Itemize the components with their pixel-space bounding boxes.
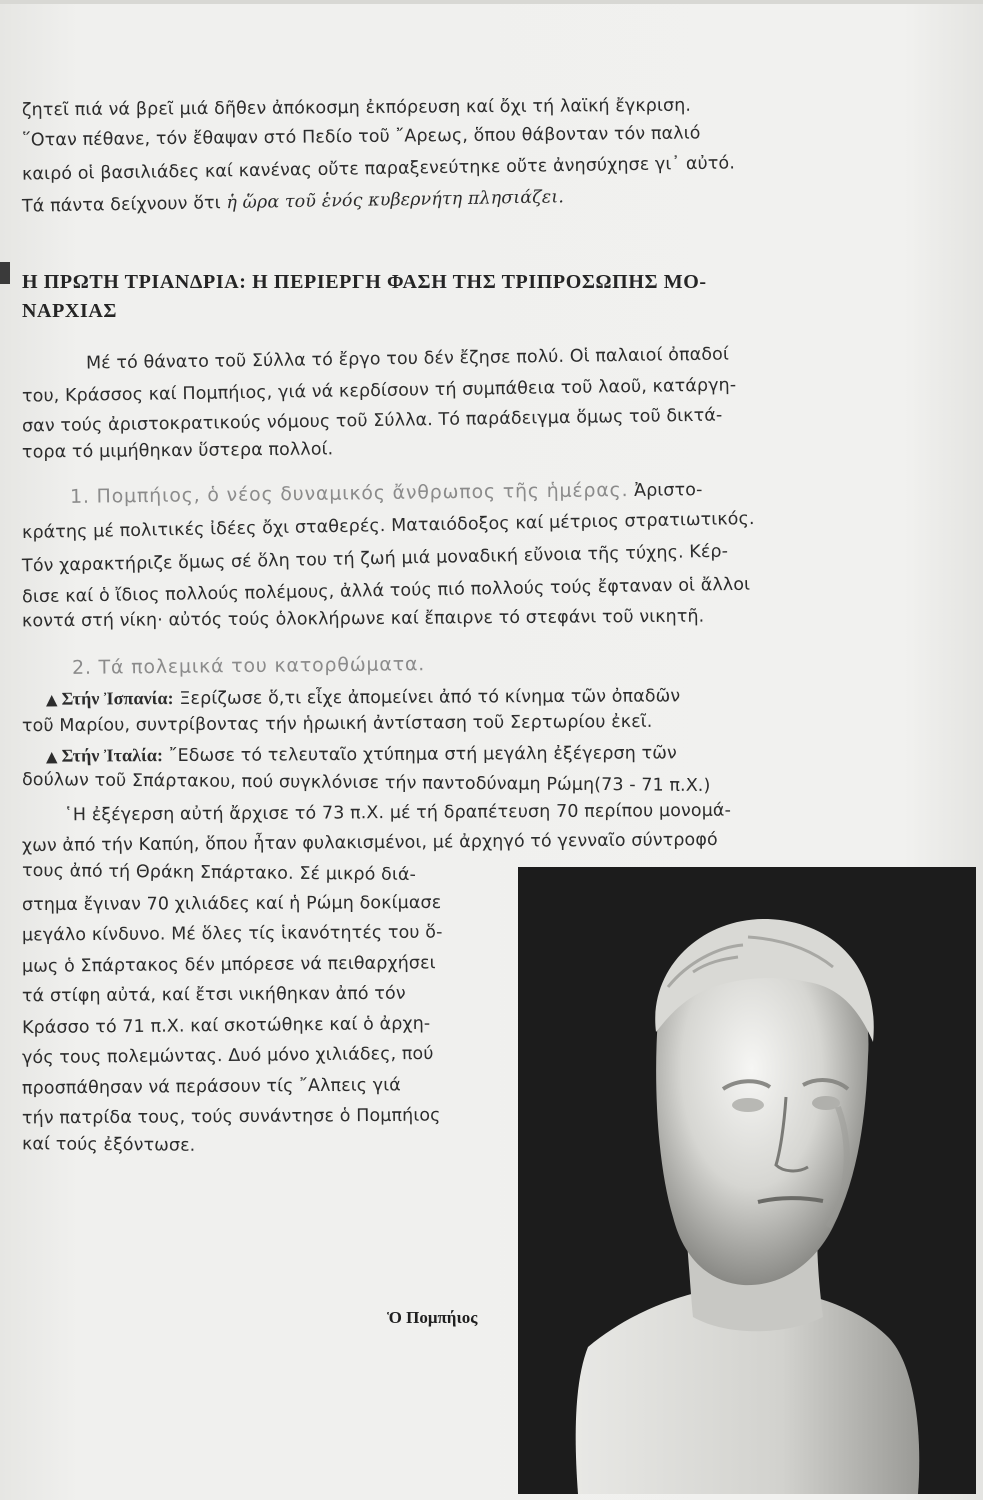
- para1-line-4: τορα τό μιμήθηκαν ὕστερα πολλοί.: [21, 439, 334, 463]
- spain-line-2: τοῦ Μαρίου, συντρίβοντας τήν ἡρωική ἀντίσταση τοῦ Σερτωρίου ἐκεῖ.: [21, 711, 653, 737]
- bust-illustration: [518, 867, 976, 1494]
- para1-line-1: Μέ τό θάνατο τοῦ Σύλλα τό ἔργο του δέν ἔζησε πολύ. Οἱ παλαιοί ὀπαδοί: [85, 344, 730, 374]
- revolt-narrow-line-6: Κράσσο τό 71 π.Χ. καί σκοτώθηκε καί ὁ ἀρχη-: [21, 1013, 431, 1039]
- section-title-line-2: ΝΑΡΧΙΑΣ: [22, 300, 118, 322]
- revolt-narrow-line-1: τους ἀπό τή Θράκη Σπάρτακο. Σέ μικρό διά-: [21, 860, 417, 886]
- pompey-heading-line: [70, 478, 703, 509]
- revolt-narrow-line-4: μως ὁ Σπάρτακος δέν μπόρεσε νά πειθαρχήσει: [21, 953, 436, 977]
- pompey-line-3: δισε καί ὁ ἴδιος πολλούς πολέμους, ἀλλά τούς πιό πολλούς τούς ἔφταναν οἱ ἄλλοι: [21, 574, 751, 608]
- intro-line-4-italic: ἡ ὥρα τοῦ ἑνός κυβερνήτη πλησιάζει.: [226, 187, 565, 214]
- revolt-narrow-line-2: στημα ἔγιναν 70 χιλιάδες καί ἡ Ρώμη δοκίμασε: [21, 892, 442, 916]
- intro-line-1: ζητεῖ πιά νά βρεῖ μιά δῆθεν ἀπόκοσμη ἐκπόρευση καί ὄχι τή λαϊκή ἔγκριση.: [21, 95, 692, 121]
- page-top-edge: [0, 0, 983, 4]
- pompey-heading: 1. Πομπήιος, ὁ νέος δυναμικός ἄνθρωπος τῆς ἡμέρας.: [69, 479, 629, 508]
- section-title-line-1: Η ΠΡΩΤΗ ΤΡΙΑΝΔΡΙΑ: Η ΠΕΡΙΕΡΓΗ ΦΑΣΗ ΤΗΣ ΤΡΙΠΡΟΣΩΠΗΣ ΜΟ-: [22, 271, 707, 293]
- revolt-narrow-line-7: γός τους πολεμώντας. Δυό μόνο χιλιάδες, πού: [21, 1043, 434, 1069]
- spain-label: Στήν Ἰσπανία:: [61, 687, 174, 709]
- italy-line-1: [46, 741, 677, 767]
- para1-line-3: σαν τούς ἀριστοκρατικούς νόμους τοῦ Σύλλα. Τό παράδειγμα ὅμως τοῦ δικτά-: [21, 405, 723, 437]
- spain-text: Ξερίζωσε ὅ,τι εἶχε ἀπομείνει ἀπό τό κίνημα τῶν ὀπαδῶν: [173, 686, 681, 709]
- revolt-narrow-line-5: τά στίφη αὐτά, καί ἔτσι νικήθηκαν ἀπό τόν: [21, 983, 406, 1007]
- revolt-narrow-line-3: μεγάλο κίνδυνο. Μέ ὅλες τίς ἱκανότητές του ὅ-: [21, 922, 443, 946]
- intro-line-4-text: Τά πάντα δείχνουν ὅτι: [21, 193, 227, 217]
- triangle-bullet-icon: ▲: [45, 690, 58, 709]
- pompey-line-1: κράτης μέ πολιτικές ἰδέες ὄχι σταθερές. Ματαιόδοξος καί μέτριος στρατιωτικός.: [21, 508, 755, 544]
- italy-line-2: δούλων τοῦ Σπάρτακου, πού συγκλόνισε τήν παντοδύναμη Ρώμη(73 - 71 π.Χ.): [21, 769, 711, 797]
- figure-caption: Ὁ Πομπήιος: [387, 1308, 478, 1327]
- spain-line-1: [46, 684, 680, 710]
- italy-label: Στήν Ἰταλία:: [61, 745, 164, 766]
- triangle-bullet-icon: ▲: [45, 747, 58, 766]
- military-heading: 2. Τά πολεμικά του κατορθώματα.: [71, 653, 426, 679]
- revolt-line-2: χων ἀπό τήν Καπύη, ὅπου ἦταν φυλακισμένοι, μέ ἀρχηγό τό γενναῖο σύντροφό: [21, 829, 718, 857]
- intro-line-2: ῞Οταν πέθανε, τόν ἔθαψαν στό Πεδίο τοῦ ῎Αρεως, ὅπου θάβονταν τόν παλιό: [21, 123, 701, 151]
- pompey-line-2: Τόν χαρακτήριζε ὅμως σέ ὅλη του τή ζωή μιά μοναδική εὔνοια τῆς τύχης. Κέρ-: [21, 541, 729, 577]
- revolt-narrow-line-10: καί τούς ἐξόντωσε.: [21, 1134, 196, 1156]
- intro-line-4: [22, 186, 564, 217]
- section-marker: [0, 262, 10, 284]
- revolt-narrow-line-9: τήν πατρίδα τους, τούς συνάντησε ὁ Πομπήιος: [21, 1105, 441, 1129]
- para1-line-2: του, Κράσσος καί Πομπήιος, γιά νά κερδίσουν τή συμπάθεια τοῦ λαοῦ, κατάργη-: [21, 375, 737, 407]
- pompey-bust-photo: [518, 867, 976, 1494]
- pompey-heading-rest: Ἀριστο-: [628, 480, 703, 502]
- revolt-narrow-line-8: προσπάθησαν νά περάσουν τίς ῎Αλπεις γιά: [21, 1075, 401, 1099]
- revolt-line-1: ῾Η ἐξέγερση αὐτή ἄρχισε τό 73 π.Χ. μέ τή δραπέτευση 70 περίπου μονομά-: [63, 800, 732, 826]
- intro-line-3: καιρό οἱ βασιλιάδες καί κανένας οὔτε παραξενεύτηκε οὔτε ἀνησύχησε γι᾿ αὐτό.: [21, 153, 736, 185]
- pompey-line-4: κοντά στή νίκη· αὐτός τούς ὁλοκλήρωνε καί ἔπαιρνε τό στεφάνι τοῦ νικητῆ.: [21, 606, 705, 632]
- italy-text: ῎Εδωσε τό τελευταῖο χτύπημα στή μεγάλη ἐξέγερση τῶν: [162, 743, 677, 767]
